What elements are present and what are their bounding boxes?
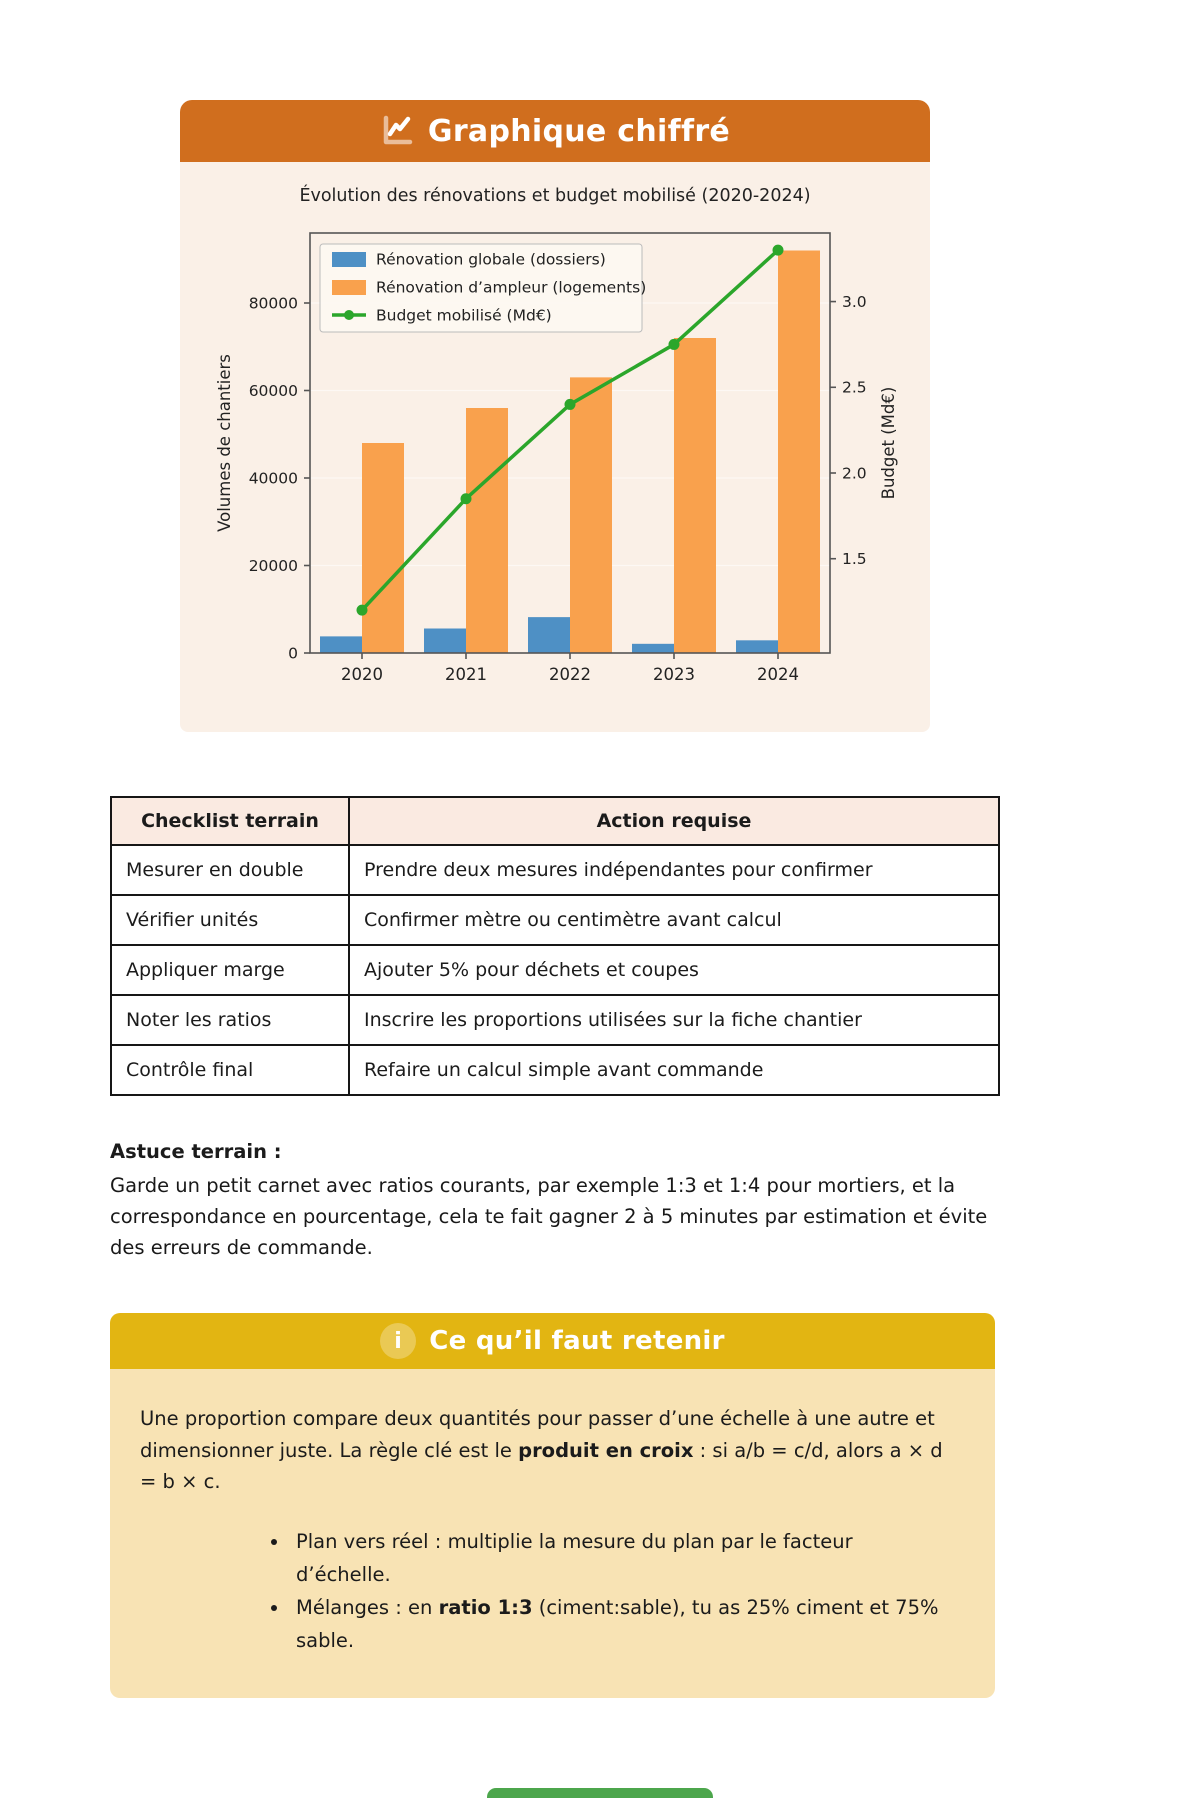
table-cell: Refaire un calcul simple avant commande	[349, 1045, 999, 1095]
table-cell: Appliquer marge	[111, 945, 349, 995]
svg-text:80000: 80000	[248, 294, 298, 313]
bullet-pre: Plan vers réel : multiplie la mesure du plan par le facteur d’échelle.	[296, 1529, 853, 1587]
table-row	[111, 995, 999, 1045]
tip-label: Astuce terrain :	[110, 1140, 282, 1163]
table-cell: Inscrire les proportions utilisées sur la fiche chantier	[349, 995, 999, 1045]
callout-body	[110, 1369, 995, 1697]
next-section-header-sliver	[487, 1788, 713, 1798]
checklist-table	[110, 796, 1000, 1096]
bullet-post: (ciment:sable), tu as 25% ciment et 75% sable.	[296, 1596, 939, 1653]
svg-text:2024: 2024	[757, 665, 799, 684]
callout-intro	[140, 1403, 953, 1497]
chart-card-body	[180, 162, 930, 732]
svg-text:Budget mobilisé (Md€): Budget mobilisé (Md€)	[376, 306, 552, 325]
chart-title: Évolution des rénovations et budget mobilisé (2020-2024)	[299, 186, 811, 206]
table-row	[111, 945, 999, 995]
svg-text:2020: 2020	[341, 665, 383, 684]
table-cell: Vérifier unités	[111, 895, 349, 945]
table-cell: Ajouter 5% pour déchets et coupes	[349, 945, 999, 995]
callout-intro-bold: produit en croix	[518, 1438, 694, 1462]
table-cell: Contrôle final	[111, 1045, 349, 1095]
svg-text:20000: 20000	[248, 556, 298, 575]
svg-text:2023: 2023	[653, 665, 695, 684]
table-cell: Confirmer mètre ou centimètre avant calcul	[349, 895, 999, 945]
callout-title: Ce qu’il faut retenir	[429, 1326, 725, 1357]
svg-text:Rénovation d’ampleur (logement: Rénovation d’ampleur (logements)	[376, 278, 647, 297]
svg-text:Volumes de chantiers: Volumes de chantiers	[215, 354, 234, 532]
chart-section-card	[180, 100, 930, 732]
svg-text:2021: 2021	[445, 665, 487, 684]
callout-bullet-list	[140, 1525, 953, 1658]
info-icon: i	[380, 1323, 416, 1359]
bullet-bold: ratio 1:3	[438, 1596, 533, 1620]
table-cell: Noter les ratios	[111, 995, 349, 1045]
svg-text:2.0: 2.0	[842, 464, 867, 483]
table-cell: Mesurer en double	[111, 845, 349, 895]
chart-section-header	[180, 100, 930, 162]
callout-intro-pre: Une proportion compare deux quantités pour passer d’une échelle à une autre et dimensionner juste. La règle clé est le	[140, 1407, 935, 1462]
callout-header	[110, 1313, 995, 1369]
list-item	[290, 1591, 953, 1657]
table-row	[111, 845, 999, 895]
tip-text: Garde un petit carnet avec ratios courants, par exemple 1:3 et 1:4 pour mortiers, et la correspondance en pourcentage, cela te fait gagner 2 à 5 minutes par estimation et évite des erreurs de commande.	[110, 1174, 988, 1259]
svg-text:2.5: 2.5	[842, 378, 867, 397]
chart-section-title: Graphique chiffré	[427, 113, 731, 149]
svg-text:60000: 60000	[248, 381, 298, 400]
document-page	[0, 100, 1200, 1798]
svg-text:3.0: 3.0	[842, 292, 867, 311]
table-row	[111, 1045, 999, 1095]
table-header-row	[111, 797, 999, 845]
svg-text:40000: 40000	[248, 469, 298, 488]
table-header-action: Action requise	[349, 797, 999, 845]
svg-text:1.5: 1.5	[842, 550, 867, 569]
callout-box	[110, 1313, 995, 1697]
svg-text:Rénovation globale (dossiers): Rénovation globale (dossiers)	[376, 250, 606, 269]
svg-text:2022: 2022	[549, 665, 591, 684]
callout-intro-post: : si a/b = c/d, alors a × d = b × c.	[140, 1438, 943, 1493]
svg-text:Budget (Md€): Budget (Md€)	[879, 386, 898, 500]
list-item	[290, 1525, 953, 1591]
chart-svg	[180, 208, 930, 708]
svg-text:0: 0	[288, 644, 298, 663]
table-header-checklist: Checklist terrain	[111, 797, 349, 845]
table-cell: Prendre deux mesures indépendantes pour confirmer	[349, 845, 999, 895]
line-chart-icon	[380, 114, 414, 148]
bullet-pre: Mélanges : en	[296, 1596, 439, 1620]
table-row	[111, 895, 999, 945]
